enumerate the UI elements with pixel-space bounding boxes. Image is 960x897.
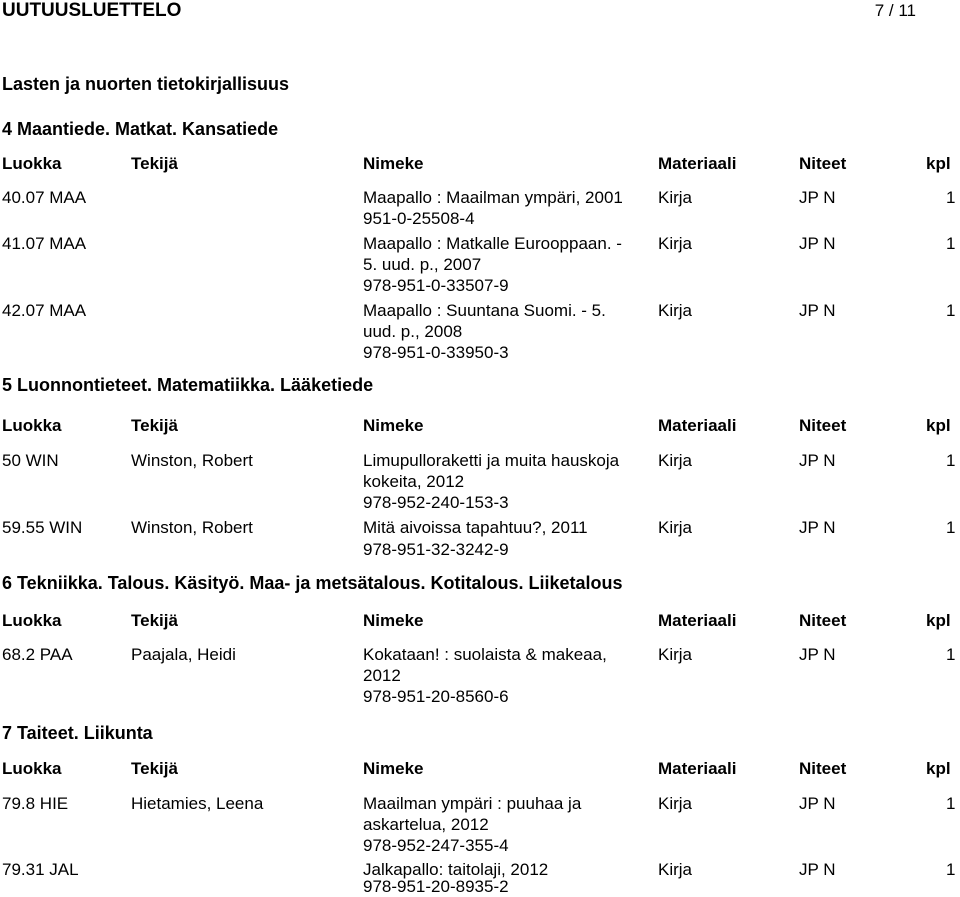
col-header-kpl: kpl (926, 759, 951, 778)
col-header-materiaali: Materiaali (658, 416, 737, 435)
cell-luokka: 42.07 MAA (2, 301, 87, 320)
cell-materiaali: Kirja (658, 860, 693, 879)
cell-materiaali: Kirja (658, 188, 693, 207)
col-header-tekija: Tekijä (131, 416, 178, 435)
cell-isbn: 978-951-0-33950-3 (363, 343, 509, 362)
cell-kpl: 1 (946, 188, 956, 207)
col-header-materiaali: Materiaali (658, 611, 737, 630)
cell-niteet: JP N (799, 518, 836, 537)
category-title: Lasten ja nuorten tietokirjallisuus (2, 74, 290, 94)
cell-nimeke: Maapallo : Maailman ympäri, 2001 (363, 188, 623, 207)
section-title: 4 Maantiede. Matkat. Kansatiede (2, 119, 279, 139)
cell-nimeke: Kokataan! : suolaista & makeaa, (363, 645, 607, 664)
cell-tekija: Winston, Robert (131, 518, 253, 537)
cell-nimeke: Maapallo : Suuntana Suomi. - 5. (363, 301, 606, 320)
cell-niteet: JP N (799, 451, 836, 470)
cell-niteet: JP N (799, 794, 836, 813)
cell-nimeke: Mitä aivoissa tapahtuu?, 2011 (363, 518, 588, 537)
cell-tekija: Paajala, Heidi (131, 645, 236, 664)
cell-materiaali: Kirja (658, 234, 693, 253)
cell-materiaali: Kirja (658, 518, 693, 537)
col-header-nimeke: Nimeke (363, 759, 424, 778)
cell-niteet: JP N (799, 645, 836, 664)
col-header-materiaali: Materiaali (658, 154, 737, 173)
cell-luokka: 40.07 MAA (2, 188, 87, 207)
cell-nimeke-cont: kokeita, 2012 (363, 472, 465, 491)
cell-isbn: 978-952-247-355-4 (363, 836, 509, 855)
cell-kpl: 1 (946, 645, 956, 664)
col-header-niteet: Niteet (799, 416, 847, 435)
col-header-luokka: Luokka (2, 759, 62, 778)
cell-isbn: 978-951-20-8935-2 (363, 877, 509, 896)
col-header-luokka: Luokka (2, 611, 62, 630)
cell-luokka: 68.2 PAA (2, 645, 73, 664)
document-title: UUTUUSLUETTELO (2, 0, 182, 21)
col-header-tekija: Tekijä (131, 759, 178, 778)
cell-nimeke: Limupulloraketti ja muita hauskoja (363, 451, 620, 470)
cell-kpl: 1 (946, 234, 956, 253)
cell-isbn: 978-951-0-33507-9 (363, 276, 509, 295)
col-header-materiaali: Materiaali (658, 759, 737, 778)
col-header-kpl: kpl (926, 416, 951, 435)
cell-materiaali: Kirja (658, 645, 693, 664)
cell-luokka: 79.8 HIE (2, 794, 69, 813)
section-title: 5 Luonnontieteet. Matematiikka. Lääketiede (2, 375, 374, 395)
cell-isbn: 978-951-32-3242-9 (363, 540, 509, 559)
col-header-nimeke: Nimeke (363, 416, 424, 435)
cell-tekija: Winston, Robert (131, 451, 253, 470)
col-header-nimeke: Nimeke (363, 154, 424, 173)
section-title: 6 Tekniikka. Talous. Käsityö. Maa- ja metsätalous. Kotitalous. Liiketalous (2, 573, 623, 593)
cell-materiaali: Kirja (658, 301, 693, 320)
col-header-niteet: Niteet (799, 759, 847, 778)
cell-nimeke: Maailman ympäri : puuhaa ja (363, 794, 582, 813)
col-header-kpl: kpl (926, 611, 951, 630)
cell-kpl: 1 (946, 518, 956, 537)
col-header-tekija: Tekijä (131, 154, 178, 173)
col-header-niteet: Niteet (799, 154, 847, 173)
cell-isbn: 978-951-20-8560-6 (363, 687, 509, 706)
cell-materiaali: Kirja (658, 451, 693, 470)
cell-luokka: 50 WIN (2, 451, 59, 470)
cell-nimeke-cont: 5. uud. p., 2007 (363, 255, 482, 274)
cell-isbn: 978-952-240-153-3 (363, 493, 509, 512)
cell-isbn: 951-0-25508-4 (363, 209, 475, 228)
col-header-luokka: Luokka (2, 416, 62, 435)
cell-niteet: JP N (799, 188, 836, 207)
cell-luokka: 41.07 MAA (2, 234, 87, 253)
cell-nimeke-cont: 2012 (363, 666, 401, 685)
cell-nimeke-cont: uud. p., 2008 (363, 322, 463, 341)
cell-tekija: Hietamies, Leena (131, 794, 264, 813)
page-number: 7 / 11 (874, 1, 916, 20)
cell-kpl: 1 (946, 301, 956, 320)
cell-niteet: JP N (799, 860, 836, 879)
col-header-luokka: Luokka (2, 154, 62, 173)
cell-nimeke: Jalkapallo: taitolaji, 2012 (363, 860, 549, 879)
cell-kpl: 1 (946, 860, 956, 879)
cell-nimeke-cont: askartelua, 2012 (363, 815, 489, 834)
col-header-niteet: Niteet (799, 611, 847, 630)
col-header-nimeke: Nimeke (363, 611, 424, 630)
cell-luokka: 79.31 JAL (2, 860, 79, 879)
cell-kpl: 1 (946, 794, 956, 813)
col-header-tekija: Tekijä (131, 611, 178, 630)
cell-luokka: 59.55 WIN (2, 518, 83, 537)
section-title: 7 Taiteet. Liikunta (2, 723, 153, 743)
cell-niteet: JP N (799, 234, 836, 253)
cell-nimeke: Maapallo : Matkalle Eurooppaan. - (363, 234, 622, 253)
cell-niteet: JP N (799, 301, 836, 320)
cell-kpl: 1 (946, 451, 956, 470)
col-header-kpl: kpl (926, 154, 951, 173)
cell-materiaali: Kirja (658, 794, 693, 813)
